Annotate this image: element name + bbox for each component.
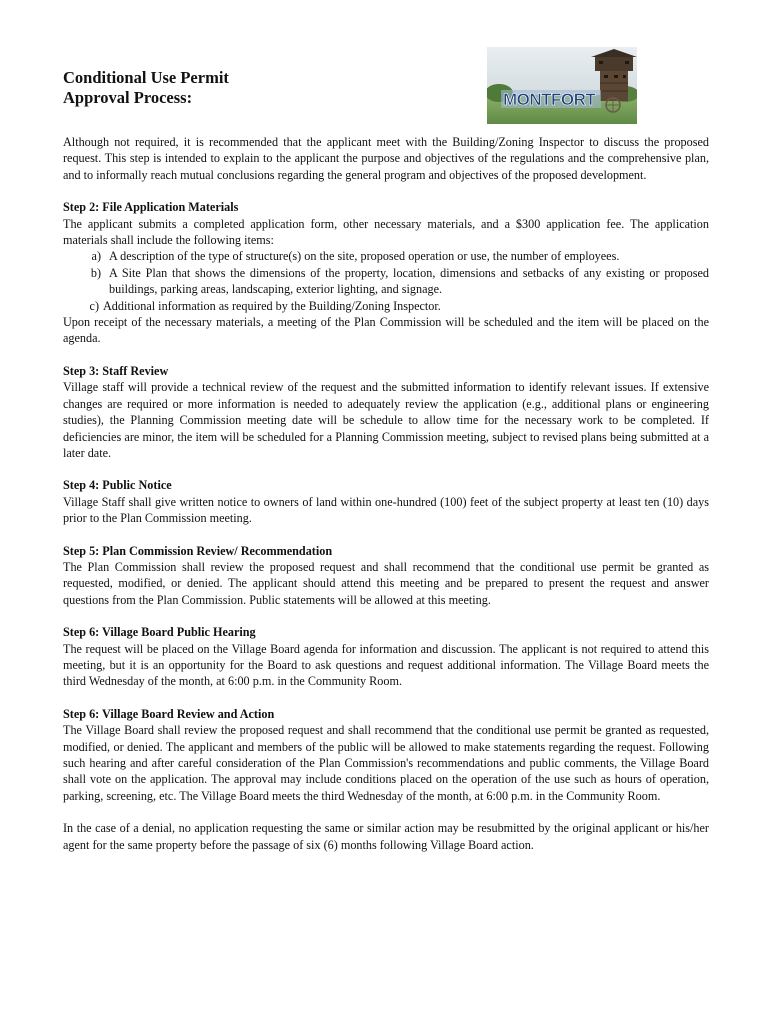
intro-paragraph: Although not required, it is recommended that the applicant meet with the Building/Zoning Inspector to discuss the proposed request. This step is intended to explain to the applicant the purpose and objectives of the regulations and the comprehensive plan, and to informally reach mutual conclusions regarding the general program and objectives of the proposed development. [63, 135, 709, 182]
list-marker: c) [89, 298, 99, 313]
logo-image [487, 47, 637, 124]
step-5-heading: Step 5: Plan Commission Review/ Recommendation [63, 543, 333, 558]
list-item-text: A description of the type of structure(s) on the site, proposed operation or use, the number of employees. [109, 249, 620, 264]
step-4-section [63, 477, 709, 526]
list-marker: b) [90, 265, 101, 280]
step-5-section [63, 543, 709, 609]
step-4-text: Village Staff shall give written notice to owners of land within one-hundred (100) feet of the subject property at least ten (10) days prior to the Plan Commission meeting. [63, 494, 709, 526]
step-2-after-text: Upon receipt of the necessary materials, a meeting of the Plan Commission will be scheduled and the item will be placed on the agenda. [63, 315, 709, 346]
step-6-hearing-section [63, 624, 709, 690]
list-item [63, 298, 709, 314]
list-marker: a) [91, 249, 101, 264]
step-2-item-list [63, 248, 709, 314]
step-4-heading: Step 4: Public Notice [63, 478, 172, 493]
step-3-section [63, 363, 709, 461]
step-6-review-text: The Village Board shall review the proposed request and shall recommend that the conditional use permit be granted as requested, modified, or denied. The applicant and members of the public will be allowed to make statements regarding the request. Following such hearing and after careful consideration of the Plan Commission's recommendations and public comments, the Village Board shall vote on the application. The approval may include conditions placed on the operation of the use such as hours of operation, parking, screening, etc. The Village Board meets the third Wednesday of the month, at 6:00 p.m. in the Community Room. [63, 723, 709, 803]
montfort-logo [487, 47, 637, 124]
step-6-hearing-heading: Step 6: Village Board Public Hearing [63, 625, 256, 640]
step-3-heading: Step 3: Staff Review [63, 363, 169, 378]
list-item [63, 248, 709, 264]
document-body [63, 134, 709, 853]
title-line-2: Approval Process: [63, 88, 193, 107]
svg-text:MONTFORT: MONTFORT [503, 90, 596, 109]
step-6-review-section [63, 706, 709, 804]
page-title [63, 68, 229, 108]
list-item-text: Additional information as required by the Building/Zoning Inspector. [103, 298, 441, 313]
list-item-text: A Site Plan that shows the dimensions of the property, location, dimensions and setbacks of any existing or proposed buildings, parking areas, landscaping, exterior lighting, and signage. [109, 265, 709, 297]
step-2-heading: Step 2: File Application Materials [63, 200, 239, 215]
step-3-text: Village staff will provide a technical review of the request and the submitted information to identify relevant issues. If extensive changes are required or more information is needed to adequately review the application (e.g., additional plans or engineering studies), the Planning Commission meeting date will be schedule to allow time for the necessary work to be completed. If deficiencies are minor, the item will be scheduled for a Planning Commission meeting, subject to revised plans being submitted at a later date. [63, 380, 709, 460]
step-2-text: The applicant submits a completed application form, other necessary materials, and a $300 application fee. The application materials shall include the following items: [63, 216, 709, 248]
title-line-1: Conditional Use Permit [63, 68, 229, 87]
closing-paragraph: In the case of a denial, no application requesting the same or similar action may be resubmitted by the original applicant or his/her agent for the same property before the passage of six (6) months following Village Board action. [63, 821, 709, 852]
list-item [63, 265, 709, 298]
step-6-review-heading: Step 6: Village Board Review and Action [63, 706, 275, 721]
step-6-hearing-text: The request will be placed on the Village Board agenda for information and discussion. The applicant is not required to attend this meeting, but it is an opportunity for the Board to ask questions and request additional information. The Village Board meets the third Wednesday of the month, at 6:00 p.m. in the Community Room. [63, 641, 709, 689]
step-2-section [63, 199, 709, 347]
step-5-text: The Plan Commission shall review the proposed request and shall recommend that the conditional use permit be granted as requested, modified, or denied. The applicant should attend this meeting and be prepared to present the request and answer questions from the Plan Commission. Public statements will be allowed at this meeting. [63, 559, 709, 607]
